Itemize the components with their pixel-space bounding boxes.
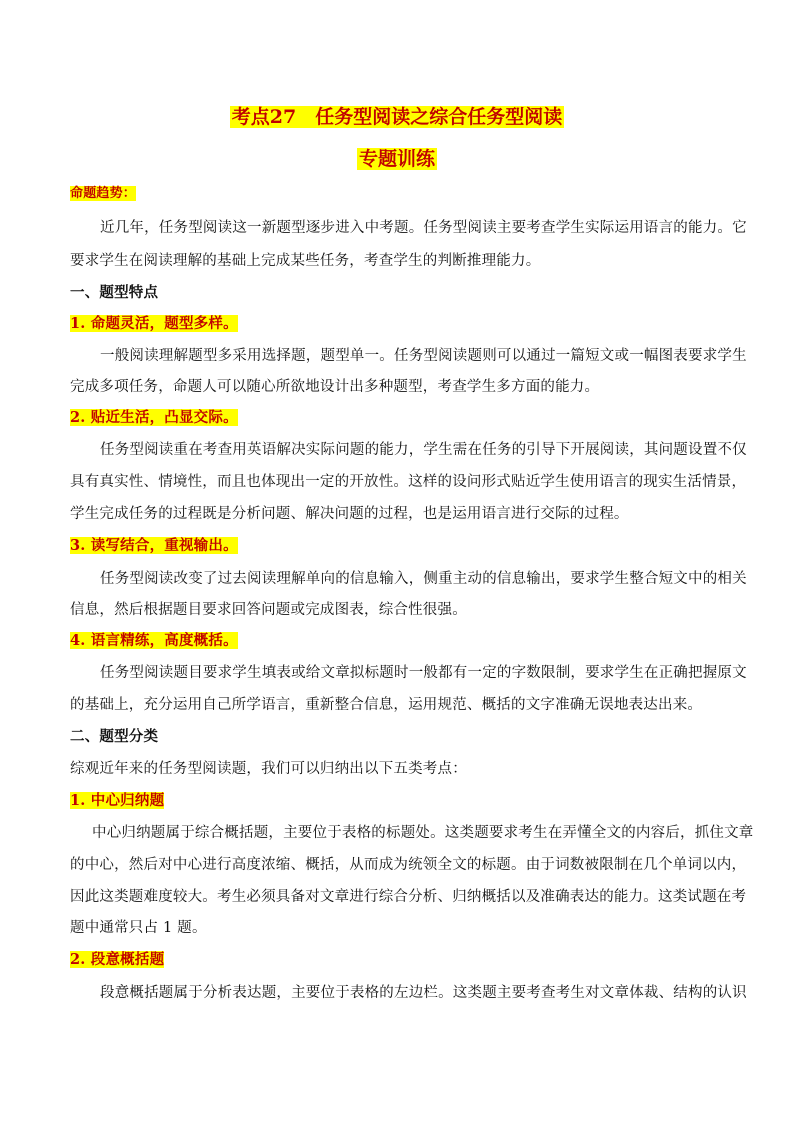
feature-3-line-2: 信息，然后根据题目要求回答问题或完成图表，综合性很强。 <box>70 602 467 618</box>
feature-4-title: 4. 语言精练，高度概括。 <box>70 632 238 649</box>
section-heading-1: 一、题型特点 <box>70 284 159 301</box>
page-subtitle: 专题训练 <box>358 148 435 170</box>
section-heading-2: 二、题型分类 <box>70 728 159 745</box>
feature-4-line-1: 任务型阅读题目要求学生填表或给文章拟标题时一般都有一定的字数限制，要求学生在正确把握原文 <box>100 665 747 681</box>
feature-3-line-1: 任务型阅读改变了过去阅读理解单向的信息输入，侧重主动的信息输出，要求学生整合短文中的相关 <box>100 571 747 587</box>
feature-2-line-3: 学生完成任务的过程既是分析问题、解决问题的过程，也是运用语言进行交际的过程。 <box>70 506 629 522</box>
category-1-line-2: 的中心，然后对中心进行高度浓缩、概括，从而成为统领全文的标题。由于词数被限制在几个单词以内， <box>70 857 747 873</box>
page-title: 考点27 任务型阅读之综合任务型阅读 <box>231 106 563 128</box>
feature-3-title: 3. 读写结合，重视输出。 <box>70 537 238 554</box>
feature-4-line-2: 的基础上，充分运用自己所学语言，重新整合信息，运用规范、概括的文字准确无误地表达出来。 <box>70 697 703 713</box>
section-2-intro: 综观近年来的任务型阅读题，我们可以归纳出以下五类考点： <box>70 761 467 777</box>
feature-2-line-1: 任务型阅读重在考查用英语解决实际问题的能力，学生需在任务的引导下开展阅读，其问题设置不仅 <box>100 442 747 458</box>
category-1-line-4: 题中通常只占 1 题。 <box>70 920 207 936</box>
feature-1-title: 1. 命题灵活，题型多样。 <box>70 315 238 332</box>
feature-2-title: 2. 贴近生活，凸显交际。 <box>70 409 238 426</box>
category-2-title: 2. 段意概括题 <box>70 951 165 968</box>
feature-1-line-1: 一般阅读理解题型多采用选择题，题型单一。任务型阅读题则可以通过一篇短文或一幅图表要求学生 <box>100 348 747 364</box>
category-1-line-1: 中心归纳题属于综合概括题，主要位于表格的标题处。这类题要求考生在弄懂全文的内容后，抓住文章 <box>92 825 754 841</box>
category-1-title: 1. 中心归纳题 <box>70 792 165 809</box>
intro-line-2: 要求学生在阅读理解的基础上完成某些任务，考查学生的判断推理能力。 <box>70 253 541 269</box>
feature-2-line-2: 具有真实性、情境性，而且也体现出一定的开放性。这样的设问形式贴近学生使用语言的现实生活情景， <box>70 474 747 490</box>
feature-1-line-2: 完成多项任务，命题人可以随心所欲地设计出多种题型，考查学生多方面的能力。 <box>70 379 600 395</box>
trend-label: 命题趋势： <box>70 186 137 201</box>
category-2-line-1: 段意概括题属于分析表达题，主要位于表格的左边栏。这类题主要考查考生对文章体裁、结构的认识 <box>100 985 747 1001</box>
category-1-line-3: 因此这类题难度较大。考生必须具备对文章进行综合分析、归纳概括以及准确表达的能力。这类试题在考 <box>70 889 747 905</box>
intro-line-1: 近几年，任务型阅读这一新题型逐步进入中考题。任务型阅读主要考查学生实际运用语言的能力。它 <box>100 220 747 236</box>
